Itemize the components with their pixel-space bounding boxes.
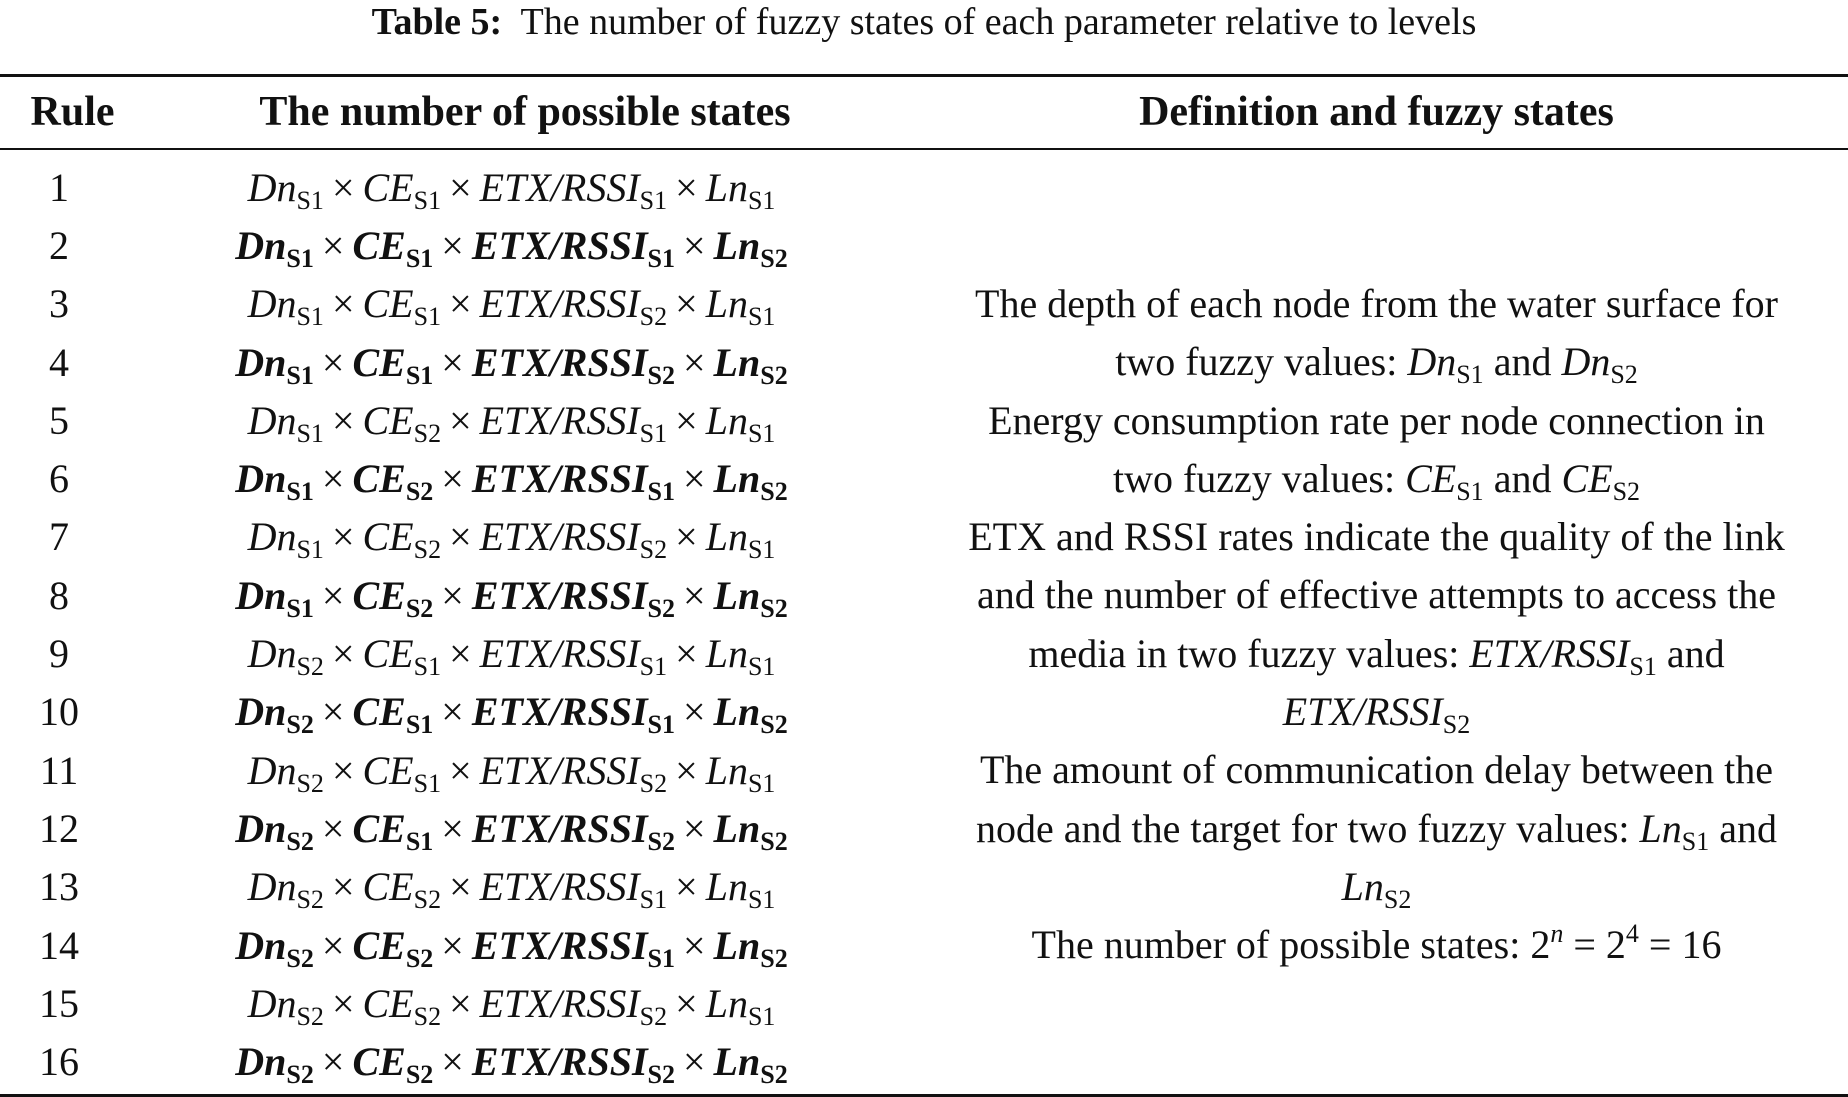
rule-number: 5 [49,397,69,443]
table-row [0,216,905,274]
state-expression: $Dn_{S2} \times CE_{S1}$ × ETX/$RSSI_{S1} \times Ln_{S1}$ [247,631,776,682]
header-rule: Rule [30,89,115,135]
rule-number: 4 [49,339,69,385]
rule-number: 7 [49,514,69,560]
table-row [0,158,905,216]
rule-number: 12 [39,805,79,851]
definition-depth: The depth of each node from the water surface for two fuzzy values: $Dn_{S1}$ and $Dn_{S2}$ [975,281,1778,390]
state-expression: $Dn_{S1} \times CE_{S1}$ × ETX/$RSSI_{S1} \times Ln_{S2}$ [235,222,788,273]
table-row [0,275,905,333]
state-expression: $Dn_{S2} \times CE_{S2}$ × ETX/$RSSI_{S2} \times Ln_{S1}$ [247,980,776,1031]
definition-link-quality: ETX and RSSI rates indicate the quality of the link and the number of effective attempts to access the media in two fuzzy values: ETX/$RSSI_{S1}$ and ETX/$RSSI_{S2}$ [968,514,1785,740]
table-row [0,624,905,682]
rule-number: 11 [39,747,79,793]
rule-number: 6 [49,456,69,502]
state-expression: $Dn_{S2} \times CE_{S1}$ × ETX/$RSSI_{S2} \times Ln_{S1}$ [247,747,776,798]
definition-column [905,275,1848,975]
state-expression: $Dn_{S2} \times CE_{S2}$ × ETX/$RSSI_{S1} \times Ln_{S2}$ [235,922,788,973]
state-expression: $Dn_{S2} \times CE_{S2}$ × ETX/$RSSI_{S2} \times Ln_{S2}$ [235,1039,788,1090]
table-row [0,508,905,566]
rule-number: 1 [49,164,69,210]
rule-number: 9 [49,631,69,677]
table-top-rule [0,74,1848,77]
rule-number: 14 [39,922,79,968]
table-row [0,741,905,799]
state-expression: $Dn_{S2} \times CE_{S1}$ × ETX/$RSSI_{S2} \times Ln_{S2}$ [235,805,788,856]
definition-total-states: The number of possible states: $2^n = 2^4 = 16$ [1031,919,1722,968]
table-row [0,974,905,1032]
state-expression: $Dn_{S1} \times CE_{S2}$ × ETX/$RSSI_{S2} \times Ln_{S2}$ [235,572,788,623]
table-header-rule [0,148,1848,150]
state-expression: $Dn_{S1} \times CE_{S1}$ × ETX/$RSSI_{S1} \times Ln_{S1}$ [247,164,776,215]
state-expression: $Dn_{S1} \times CE_{S2}$ × ETX/$RSSI_{S1} \times Ln_{S1}$ [247,397,776,448]
state-expression: $Dn_{S2} \times CE_{S2}$ × ETX/$RSSI_{S1} \times Ln_{S1}$ [247,864,776,915]
state-expression: $Dn_{S1} \times CE_{S1}$ × ETX/$RSSI_{S2} \times Ln_{S2}$ [235,339,788,390]
rule-number: 13 [39,864,79,910]
table-body [0,158,905,1091]
table-row [0,1032,905,1090]
caption-label: Table 5: [371,1,503,43]
rule-number: 2 [49,222,69,268]
header-definition: Definition and fuzzy states [1139,89,1614,135]
table-caption [0,0,1848,44]
state-expression: $Dn_{S2} \times CE_{S1}$ × ETX/$RSSI_{S1} \times Ln_{S2}$ [235,689,788,740]
table-row [0,799,905,857]
header-possible-states: The number of possible states [259,89,791,135]
definition-delay: The amount of communication delay between the node and the target for two fuzzy values: $Ln_{S1}$ and $Ln_{S2}$ [976,747,1777,914]
table-row [0,683,905,741]
rule-number: 3 [49,281,69,327]
rule-number: 15 [39,980,79,1026]
table-row [0,333,905,391]
state-expression: $Dn_{S1} \times CE_{S2}$ × ETX/$RSSI_{S2} \times Ln_{S1}$ [247,514,776,565]
state-expression: $Dn_{S1} \times CE_{S1}$ × ETX/$RSSI_{S2} \times Ln_{S1}$ [247,281,776,332]
table-row [0,916,905,974]
rule-number: 10 [39,689,79,735]
table-row [0,449,905,507]
table-row [0,858,905,916]
caption-text: The number of fuzzy states of each parameter relative to levels [520,1,1477,43]
state-expression: $Dn_{S1} \times CE_{S2}$ × ETX/$RSSI_{S1} \times Ln_{S2}$ [235,456,788,507]
table-row [0,566,905,624]
table-row [0,391,905,449]
definition-energy: Energy consumption rate per node connection in two fuzzy values: $CE_{S1}$ and $CE_{S2}$ [988,397,1765,506]
rule-number: 8 [49,572,69,618]
rule-number: 16 [39,1039,79,1085]
